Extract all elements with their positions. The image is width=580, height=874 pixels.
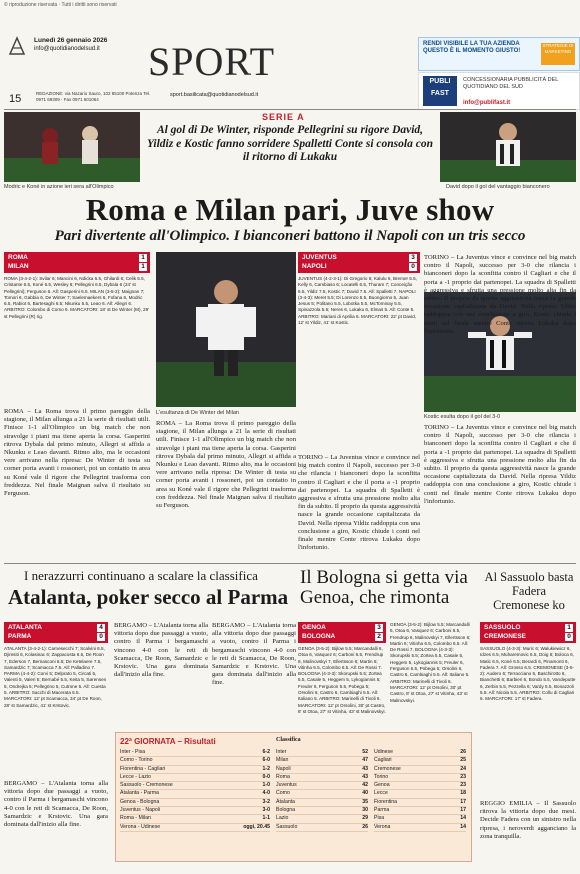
article-roma-milan-cont: ROMA – La Roma trova il primo pareggio della stagione, il Milan allunga a 21 la serie di risultati utili. Finisce 1-1 all'Olimpico un big match che non stravolge i piani ma tiene aperta la corsa. Gasperini ritrova Dybala dal primo minuto, Allegri si affida a Nkunku e Leao davanti. Ritmo alto, ma le occasioni vere arrivano nella ripresa: De Winter di testa su corner porta avanti i rossoneri, poi un contatto in area su Koné vale il rigore che Pellegrini trasforma con freddezza. Nel finale Maignan salva il risultato su Ferguson. xyxy=(156,420,296,510)
section-email: sport.basilicata@quotidianodelsud.it xyxy=(170,92,259,98)
result-row xyxy=(120,799,270,807)
standing-row xyxy=(374,757,466,765)
result-value: 1-1 xyxy=(262,815,270,822)
standing-label: Cremonese xyxy=(374,765,401,772)
divider xyxy=(4,563,576,564)
standing-row xyxy=(276,774,368,782)
score-home: 1 xyxy=(139,254,147,262)
standing-row xyxy=(374,807,466,815)
score-home: 1 xyxy=(565,624,573,632)
publifast-url: info@publifast.it xyxy=(463,100,511,106)
article-roma-milan: ROMA – La Roma trova il primo pareggio della stagione, il Milan allunga a 21 la serie di risultati utili. Finisce 1-1 all'Olimpico un big match che non stravolge i piani ma tiene aperta la corsa. Gasperini ritrova Dybala dal primo minuto, Allegri si affida a Nkunku e Leao davanti. Ritmo alto, ma le occasioni vere arrivano nella ripresa: De Winter di testa su corner porta avanti i rossoneri, poi un contatto in area su Koné vale il rigore che Pellegrini trasforma con freddezza. Nel finale Maignan salva il risultato su Ferguson. xyxy=(4,408,150,498)
results-title: 22ª GIORNATA – Risultati xyxy=(120,737,216,746)
scorebox-genoa-bologna xyxy=(298,622,386,643)
publifast-text: CONCESSIONARIA PUBBLICITÀ DEL QUOTIDIANO DEL SUD xyxy=(463,77,559,90)
result-value: 6-2 xyxy=(262,749,270,755)
result-value: 1-2 xyxy=(262,765,270,772)
standing-value: 29 xyxy=(362,815,368,822)
divider xyxy=(4,109,576,110)
result-label: Sassuolo - Cremonese xyxy=(120,782,173,789)
standing-value: 14 xyxy=(460,815,466,822)
standing-label: Parma xyxy=(374,807,390,814)
article-juve-napoli-top: TORINO – La Juventus vince e convince nel big match contro il Napoli, successo per 3-0 che rilancia i bianconeri dopo la sconfitta contro il Cagliari e che il porta a -1 proprio dai partenopei. La squadra di Spalletti è aggressiva e sfrutta una pressione molto alta fin da subito. Il proprio da questa aggressività nasce la grande occasione capitalizzata da David. Nella ripresa Yildiz raddoppia con una conclusione a giro, Kostic chiude i conti nel finale mentre Conte ritrova Lukaku dopo l'infortunio. xyxy=(424,254,576,335)
result-value: 4-0 xyxy=(262,790,270,797)
result-row xyxy=(120,782,270,790)
result-value: 3-0 xyxy=(262,807,270,814)
standing-row xyxy=(374,774,466,782)
tabellino-genoa-bologna: GENOA (3-5-2): Bijlow 5.5; Marcandalli 6, Otoa 6, Vasquez 6; Carboni 6.5, Frendrup 6, Malinovskyi 7, Ellertsson 6; Martin 6; Vitinha 6.5, Colombo 6.5. All: De Rossi 7. BOLOGNA (4-3-3): Skorupski 5.5; Zortea 5.5, Casale 5, Heggem 5, Lykogiannis 5; Freuler 6, Ferguson 5.5, Pobega 5; Orsolini 6, Castro 6, Cambiaghi 5.5. All: Italiano 5. ARBITRO: Marinelli di Tivoli 6. MARCATORI: 12' pt Orsolini, 30' pt Castro, 8' st Otoa, 27' st Vitinha, 43' st Malinovskyi. xyxy=(298,646,386,714)
advert-badge: STRATEGIE DI MARKETING xyxy=(541,43,575,65)
score-home: 3 xyxy=(375,624,383,632)
standing-label: Napoli xyxy=(276,765,291,772)
result-row xyxy=(120,807,270,815)
standing-row xyxy=(276,757,368,765)
standing-value: 43 xyxy=(362,773,368,780)
team-home: ATALANTA xyxy=(8,624,42,631)
result-label: Genoa - Bologna xyxy=(120,798,160,805)
team-away: BOLOGNA xyxy=(302,633,336,640)
photo-caption-kostic: Kostic esulta dopo il gol del 3-0 xyxy=(424,414,501,420)
team-home: GENOA xyxy=(302,624,326,631)
standing-value: 25 xyxy=(460,757,466,764)
result-row xyxy=(120,774,270,782)
scorebox-juve-napoli xyxy=(298,252,420,273)
atalanta-title: Atalanta, poker secco al Parma xyxy=(8,585,289,609)
score-away: 0 xyxy=(565,633,573,641)
score-away: 0 xyxy=(97,633,105,641)
photo-roma-milan xyxy=(4,112,140,182)
standings-title: Classifica xyxy=(276,737,301,743)
standing-value: 47 xyxy=(362,757,368,764)
standing-row xyxy=(276,749,368,757)
result-value: 0-0 xyxy=(262,773,270,780)
standings-right xyxy=(374,749,466,832)
result-value: 1-0 xyxy=(262,782,270,789)
tabellino-sassuolo-cremonese: SASSUOLO (4-3-3): Muric 6; Walukiewicz 6, Idzes 6.5, Muharemovic 6.5, Doig 6; Boloca 6, Matic 6.5, Koné 6.5; Berardi 6, Pinamonti 6, Fadera 7. All: Grosso 6.5. CREMONESE (3-5-2): Audero 6; Terracciano 6, Baschirotto 6, Bianchetti 6; Barbieri 6, Bondo 5.5, Vandeputte 6, Zerbin 5.5, Pezzella 6; Vardy 5.5, Bonazzoli 5.5. All: Nicola 5.5. ARBITRO: Collu di Cagliari 6. MARCATORI: 17' st Fadera. xyxy=(480,646,576,702)
team-away: CREMONESE xyxy=(484,633,526,640)
result-label: Como - Torino xyxy=(120,757,153,764)
standing-value: 26 xyxy=(362,823,368,830)
tabellino-atalanta-parma: ATALANTA (3-4-2-1): Carnesecchi 7; Scalvini 6.5, Djimsiti 6, Kolasinac 6; Zappacosta 6.5, De Roon 7, Ederson 7, Bernasconi 6.5; De Ketelaere 7.5, Samardzic 7; Scamacca 7.5. All: Palladino 7. PARMA (4-4-2): Corvi 5; Delprato 5, Circati 5, Valenti 5, Valeri 5; Bernabé 5.5, Keita 5, Sørensen 5, Ondrejka 5; Pellegrino 5, Cutrone 5. All: Cuesta 5. ARBITRO: Sacchi di Macerata 6.5. MARCATORI: 12' pt Scamacca, 34' pt De Roon, 28' st Samardzic, 41' st Krstovic. xyxy=(4,646,107,708)
results-box xyxy=(115,732,472,862)
standing-label: Sassuolo xyxy=(276,823,298,830)
standing-label: Atalanta xyxy=(276,798,296,805)
article-atalanta: BERGAMO – L'Atalanta torna alla vittoria dopo due passaggi a vuoto, contro il Parma i bergamaschi vincono 4-0 con le reti di Scamacca, De Roon, Samardzic e Krstovic. Una gara dominata dall'inizio alla fine. xyxy=(4,780,108,829)
publifast-advert xyxy=(418,72,580,110)
scorebox-sassuolo-cremonese xyxy=(480,622,576,643)
result-label: Fiorentina - Cagliari xyxy=(120,765,166,772)
newspaper-logo-icon xyxy=(8,36,26,56)
score-home: 4 xyxy=(97,624,105,632)
standing-label: Inter xyxy=(276,749,287,755)
publifast-logo: PUBLI FAST xyxy=(423,76,457,106)
result-value: 3-2 xyxy=(262,798,270,805)
main-headline: Roma e Milan pari, Juve show xyxy=(85,192,495,227)
standing-label: Lecce xyxy=(374,790,388,797)
page-number: 15 xyxy=(9,93,22,105)
standing-row xyxy=(276,782,368,790)
result-row xyxy=(120,824,270,832)
topline: © riproduzione riservata · Tutti i diritti sono riservati xyxy=(4,2,117,8)
standing-row xyxy=(276,799,368,807)
standing-value: 23 xyxy=(460,773,466,780)
standing-row xyxy=(276,824,368,832)
standing-label: Verona xyxy=(374,823,391,830)
standing-row xyxy=(374,782,466,790)
genoa-title: Il Bologna si getta via Genoa, che rimonta xyxy=(300,567,468,608)
score-home: 3 xyxy=(409,254,417,262)
lead-kicker: Al gol di De Winter, risponde Pellegrini su rigore David, Yildiz e Kostic fanno sorridere Spalletti Conte si consola con il ritorno di Lukaku xyxy=(147,124,433,163)
standing-label: Udinese xyxy=(374,749,394,755)
advert-text: RENDI VISIBILE LA TUA AZIENDA QUESTO È IL MOMENTO GIUSTO! xyxy=(423,41,521,54)
standing-label: Torino xyxy=(374,773,389,780)
standing-value: 30 xyxy=(362,807,368,814)
standing-row xyxy=(374,749,466,757)
team-away: PARMA xyxy=(8,633,32,640)
article-juve-napoli-cont: TORINO – La Juventus vince e convince nel big match contro il Napoli, successo per 3-0 che rilancia i bianconeri dopo la sconfitta contro il Cagliari e che il porta a -1 proprio dai partenopei. La squadra di Spalletti è aggressiva e sfrutta una pressione molto alta fin da subito. Il proprio da questa aggressività nasce la grande occasione capitalizzata da David. Nella ripresa Yildiz raddoppia con una conclusione a giro, Kostic chiude i conti nel finale mentre Conte ritrova Lukaku dopo l'infortunio. xyxy=(424,424,576,505)
standing-label: Juventus xyxy=(276,782,297,789)
result-label: Roma - Milan xyxy=(120,815,151,822)
standing-row xyxy=(276,790,368,798)
standing-row xyxy=(374,799,466,807)
score-away: 1 xyxy=(139,263,147,271)
standing-value: 23 xyxy=(460,782,466,789)
team-away: MILAN xyxy=(8,263,29,270)
standing-label: Roma xyxy=(276,773,290,780)
standing-row xyxy=(276,815,368,823)
main-subhead: Pari divertente all'Olimpico. I bianconeri battono il Napoli con un tris secco xyxy=(54,228,526,244)
article-sassuolo: REGGIO EMILIA – Il Sassuolo ritrova la vittoria dopo due mesi. Decide Fadera con un sinistro nella ripresa, i neroverdi agganciano la zona tranquilla. xyxy=(480,800,576,840)
standings-left xyxy=(276,749,368,832)
team-home: ROMA xyxy=(8,254,28,261)
result-label: Verona - Udinese xyxy=(120,823,161,830)
result-value: oggi, 20.45 xyxy=(243,823,270,830)
standing-label: Pisa xyxy=(374,815,385,822)
result-row xyxy=(120,757,270,765)
standing-label: Como xyxy=(276,790,290,797)
result-label: Lecce - Lazio xyxy=(120,773,151,780)
standing-row xyxy=(276,807,368,815)
standing-value: 18 xyxy=(460,790,466,797)
advert-banner xyxy=(418,37,580,71)
standing-label: Cagliari xyxy=(374,757,392,764)
standing-label: Fiorentina xyxy=(374,798,398,805)
standing-row xyxy=(374,824,466,832)
scorebox-roma-milan xyxy=(4,252,150,273)
standing-row xyxy=(374,790,466,798)
standing-value: 14 xyxy=(460,823,466,830)
section-title: SPORT xyxy=(148,39,276,84)
result-label: Juventus - Napoli xyxy=(120,807,161,814)
standing-label: Genoa xyxy=(374,782,390,789)
standing-value: 42 xyxy=(362,782,368,789)
tabellino-roma-milan: ROMA (3-4-2-1): Svilar 6; Mancini 6, Ndicka 6.5, Ghilardi 6; Celik 6.5, Cristante 6.5, Koné 6.5, Wesley 6; Pellegrini 6.5, Dybala 6 (24' st Pellegrini); Ferguson 6. All: Gasperini 6.5. MILAN (3-5-2): Maignan 7; Tomori 6, Gabbia 6, De Winter 7; Saelemaekers 6, Fofana 6, Modric 6.5, Rabiot 6, Bartesaghi 6.5; Nkunku 5.5, Leao 6. All: Allegri 6. ARBITRO: Colombo di Como 6. MARCATORI: 18' st De Winter (M), 29' st Pellegrini (R) rig. xyxy=(4,276,150,319)
standing-value: 35 xyxy=(362,798,368,805)
standing-row xyxy=(374,766,466,774)
standing-row xyxy=(374,815,466,823)
standing-row xyxy=(276,766,368,774)
team-away: NAPOLI xyxy=(302,263,327,270)
standing-value: 52 xyxy=(362,749,368,755)
result-row xyxy=(120,749,270,757)
score-away: 0 xyxy=(409,263,417,271)
issue-date: Lunedì 26 gennaio 2026 xyxy=(34,37,108,44)
masthead-email: info@quotidianodelsud.it xyxy=(34,46,100,52)
scorebox-atalanta-parma xyxy=(4,622,108,643)
photo-caption-right: David dopo il gol del vantaggio bianconero xyxy=(446,184,550,190)
result-label: Inter - Pisa xyxy=(120,749,146,755)
standing-value: 40 xyxy=(362,790,368,797)
standing-value: 26 xyxy=(460,749,466,755)
standing-value: 43 xyxy=(362,765,368,772)
standing-label: Bologna xyxy=(276,807,296,814)
standing-value: 17 xyxy=(460,798,466,805)
result-label: Atalanta - Parma xyxy=(120,790,159,797)
result-row xyxy=(120,766,270,774)
team-home: SASSUOLO xyxy=(484,624,521,631)
standing-value: 24 xyxy=(460,765,466,772)
article-atalanta-cont: BERGAMO – L'Atalanta torna alla vittoria dopo due passaggi a vuoto, contro il Parma i bergamaschi vincono 4-0 con le reti di Scamacca, De Roon, Samardzic e Krstovic. Una gara dominata dall'inizio alla fine. xyxy=(114,622,208,679)
standing-label: Milan xyxy=(276,757,289,764)
tabellino-juve-napoli: JUVENTUS (4-2-3-1): Di Gregorio 6; Kalulu 6, Bremer 6.5, Kelly 6, Cambiaso 6; Locatelli 6.5, Thuram 7; Conceição 6.5, Yildiz 7.5, Kostic 7; David 7.5. All: Spalletti 7. NAPOLI (3-4-3): Meret 5.5; Di Lorenzo 5.5, Buongiorno 5, Juan Jesus 5; Politano 5.5, Lobotka 5.5, McTominay 5.5, Spinazzola 5.5; Neres 6, Lukaku 6, Elmas 5. All: Conte 5. ARBITRO: Mariani di Aprilia 6. MARCATORI: 22' pt David, 12' st Yildiz, 41' st Kostic. xyxy=(298,276,417,326)
tabellino-genoa-bologna-cont: GENOA (3-5-2): Bijlow 5.5; Marcandalli 6, Otoa 6, Vasquez 6; Carboni 6.5, Frendrup 6, Malinovskyi 7, Ellertsson 6; Martin 6; Vitinha 6.5, Colombo 6.5. All: De Rossi 7. BOLOGNA (4-3-3): Skorupski 5.5; Zortea 5.5, Casale 5, Heggem 5, Lykogiannis 5; Freuler 6, Ferguson 5.5, Pobega 5; Orsolini 6, Castro 6, Cambiaghi 5.5. All: Italiano 5. ARBITRO: Marinelli di Tivoli 6. MARCATORI: 12' pt Orsolini, 30' pt Castro, 8' st Otoa, 27' st Vitinha, 43' st Malinovskyi. xyxy=(390,622,471,703)
photo-caption-left: Modric e Koné in azione ieri sera all'Olimpico xyxy=(4,184,114,190)
results-list xyxy=(120,749,270,832)
team-home: JUVENTUS xyxy=(302,254,337,261)
photo-de-winter xyxy=(156,252,296,407)
standing-value: 17 xyxy=(460,807,466,814)
photo-caption-de-winter: L'esultanza di De Winter del Milan xyxy=(156,410,239,416)
result-value: 6-0 xyxy=(262,757,270,764)
article-juve-napoli: TORINO – La Juventus vince e convince nel big match contro il Napoli, successo per 3-0 che rilancia i bianconeri dopo la sconfitta contro il Cagliari e che il porta a -1 proprio dai partenopei. La squadra di Spalletti è aggressiva e sfrutta una pressione molto alta fin da subito. Il proprio da questa aggressività nasce la grande occasione capitalizzata da David. Nella ripresa Yildiz raddoppia con una conclusione a giro, Kostic chiude i conti nel finale mentre Conte ritrova Lukaku dopo l'infortunio. xyxy=(298,454,420,552)
score-away: 2 xyxy=(375,633,383,641)
photo-juve-goal xyxy=(440,112,576,182)
redazione-info: REDAZIONE: via Nazario Sauro, 102 85100 Potenza Tel. 0971 69309 - Fax 0971 601064 xyxy=(36,91,151,102)
result-row xyxy=(120,815,270,823)
serie-a-tag: SERIE A xyxy=(262,112,305,122)
standing-label: Lazio xyxy=(276,815,289,822)
article-atalanta-cont2: BERGAMO – L'Atalanta torna alla vittoria dopo due passaggi a vuoto, contro il Parma i bergamaschi vincono 4-0 con le reti di Scamacca, De Roon, Samardzic e Krstovic. Una gara dominata dall'inizio alla fine. xyxy=(212,622,296,687)
atalanta-kicker: I nerazzurri continuano a scalare la classifica xyxy=(24,568,258,583)
sassuolo-title: Al Sassuolo basta Fadera Cremonese ko xyxy=(484,570,574,612)
result-row xyxy=(120,790,270,798)
